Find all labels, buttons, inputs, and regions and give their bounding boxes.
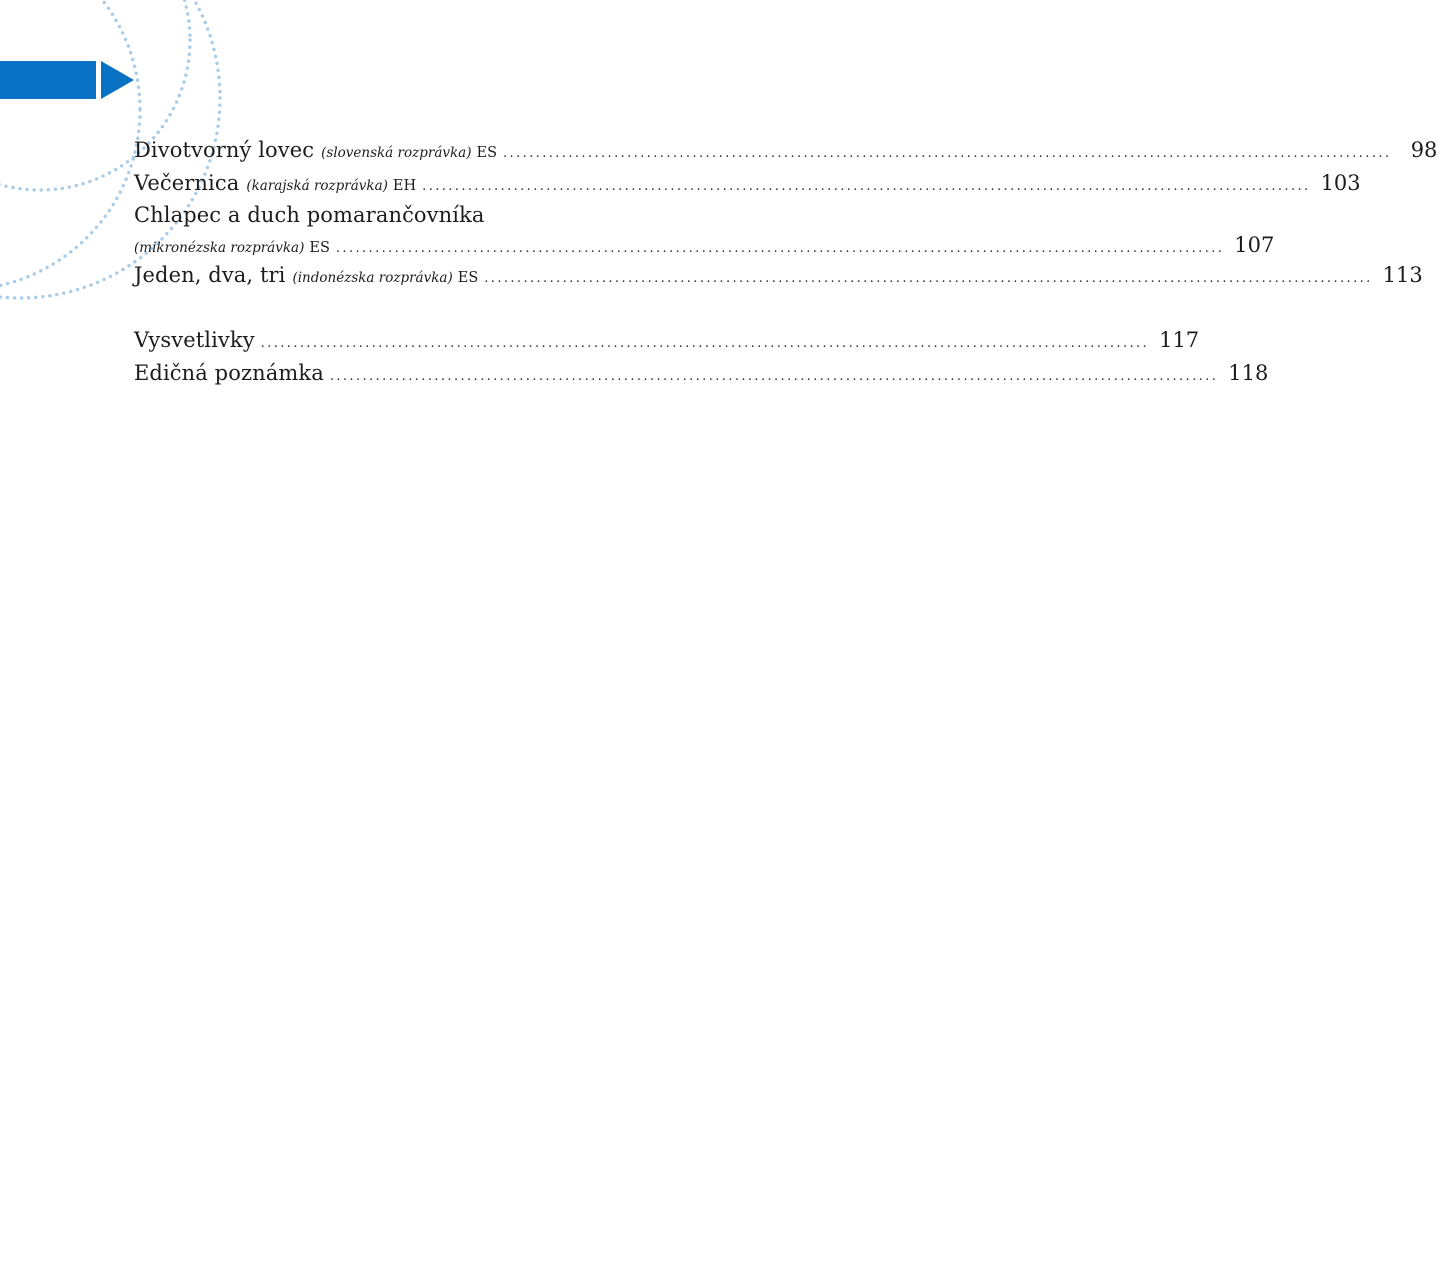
toc-entry-page: 107: [1234, 233, 1275, 257]
toc-entry-code: ES: [476, 145, 498, 161]
dot-leader: ........................................................................................................................................: [260, 336, 1150, 351]
toc-entry-title: Večernica: [134, 171, 240, 195]
dot-leader: ........................................................................................................................................: [422, 179, 1311, 194]
toc-entry[interactable]: [134, 259, 1423, 292]
toc-entry-code: ES: [309, 240, 330, 256]
toc-entry-subtitle: (slovenská rozprávka): [321, 145, 472, 161]
dot-leader: ........................................................................................................................................: [484, 271, 1373, 286]
toc-entry-page: 117: [1159, 328, 1200, 352]
toc-entry-page: 118: [1228, 361, 1269, 385]
toc-entry-title: Edičná poznámka: [134, 361, 324, 385]
table-of-contents: [134, 134, 1437, 390]
toc-entry[interactable]: [134, 200, 1275, 259]
toc-entry-subtitle: (mikronézska rozprávka): [134, 240, 305, 256]
toc-entry[interactable]: [134, 134, 1437, 167]
toc-entry-subtitle: (karajská rozprávka): [246, 178, 388, 194]
toc-entry-page: 113: [1382, 263, 1423, 287]
toc-entry-title: Jeden, dva, tri: [134, 263, 286, 287]
dot-leader: ........................................................................................................................................: [329, 369, 1219, 384]
toc-entry-title: Vysvetlivky: [134, 328, 255, 352]
toc-entry-page: 98: [1410, 138, 1437, 162]
toc-entry[interactable]: [134, 357, 1269, 390]
toc-entry-code: ES: [457, 270, 479, 286]
toc-entry-subtitle: (indonézska rozprávka): [292, 270, 453, 286]
arrow-tab-icon: [0, 61, 134, 99]
toc-entry-page: 103: [1320, 171, 1361, 195]
section-spacer: [134, 292, 762, 324]
toc-entry-title: Divotvorný lovec: [134, 138, 315, 162]
dot-leader: ........................................................................................................................................: [503, 146, 1392, 161]
toc-entry-title: Chlapec a duch pomarančovníka: [134, 203, 485, 227]
dot-leader: ........................................................................................................................................: [335, 241, 1225, 256]
toc-entry[interactable]: [134, 167, 1361, 200]
toc-entry[interactable]: [134, 324, 1200, 357]
toc-entry-code: EH: [392, 178, 417, 194]
